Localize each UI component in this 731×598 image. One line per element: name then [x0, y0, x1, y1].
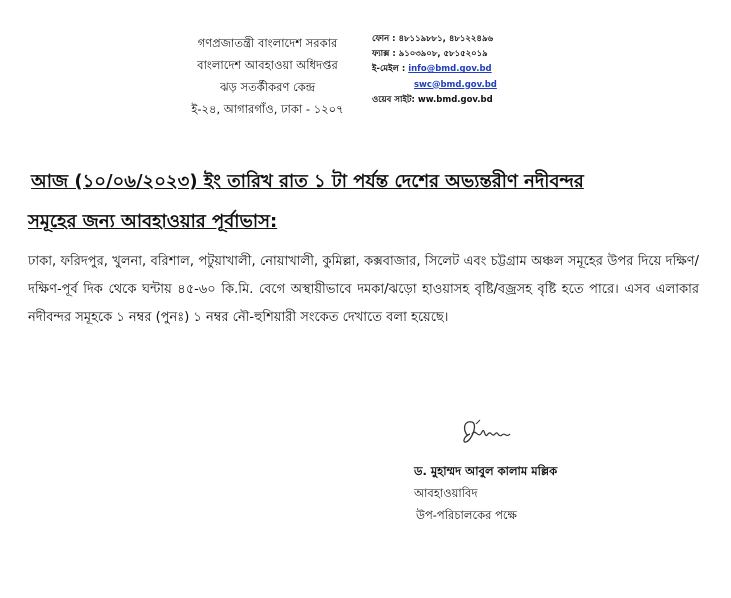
signatory-designation: আবহাওয়াবিদ	[414, 486, 478, 500]
forecast-title	[28, 162, 708, 242]
title-line-1: আজ (১০/০৬/২০২৩) ইং তারিখ রাত ১ টা পর্যন্ত দেশের অভ্যন্তরীণ নদীবন্দর	[31, 171, 584, 192]
website-line: ওয়েব সাইট: ww.bmd.gov.bd	[372, 94, 493, 105]
title-line-2: সমূহের জন্য আবহাওয়ার পূর্বাভাস:	[28, 211, 278, 232]
org-line-address: ই-২৪, আগারগাঁও, ঢাকা - ১২০৭	[191, 102, 344, 116]
phone-line: ফোন : ৪৮১১৯৮৮১, ৪৮১২২৪৯৬	[372, 34, 493, 44]
organization-header	[180, 32, 355, 120]
signatory-block	[414, 460, 557, 526]
fax-line: ফ্যাক্স : ৯১০৩৯০৮, ৫৮১৫২০১৯	[372, 49, 488, 60]
forecast-body: ঢাকা, ফরিদপুর, খুলনা, বরিশাল, পটুয়াখালী, নোয়াখালী, কুমিল্লা, কক্সবাজার, সিলেট এবং চট্টগ্রাম অঞ্চল সমূহের উপর দিয়ে দক্ষিণ/দক্ষিণ-পূর্ব দিক থেকে ঘন্টায় ৪৫-৬০ কি.মি. বেগে অস্থায়ীভাবে দমকা/ঝড়ো হাওয়াসহ বৃষ্টি/বজ্রসহ বৃষ্টি হতে পারে। এসব এলাকার নদীবন্দর সমূহকে ১ নম্বর (পুনঃ) ১ নম্বর নৌ-হুশিয়ারী সংকেত দেখাতে বলা হয়েছে।	[28, 254, 699, 325]
signature-image	[458, 410, 518, 454]
signatory-office: উপ-পরিচালকের পক্ষে	[416, 508, 517, 522]
org-line-government: গণপ্রজাতন্ত্রী বাংলাদেশ সরকার	[197, 36, 338, 50]
signatory-name: ড. মুহাম্মদ আবুল কালাম মল্লিক	[414, 464, 558, 478]
email-line	[372, 62, 522, 77]
org-line-center: ঝড় সতর্কীকরণ কেন্দ্র	[219, 80, 316, 94]
org-line-department: বাংলাদেশ আবহাওয়া অধিদপ্তর	[197, 58, 338, 72]
contact-block	[372, 32, 522, 108]
email-link-swc[interactable]: swc@bmd.gov.bd	[414, 79, 497, 90]
email-line-2	[372, 78, 522, 93]
email-link-info[interactable]: info@bmd.gov.bd	[408, 64, 492, 75]
email-label: ই-মেইল :	[372, 64, 409, 75]
